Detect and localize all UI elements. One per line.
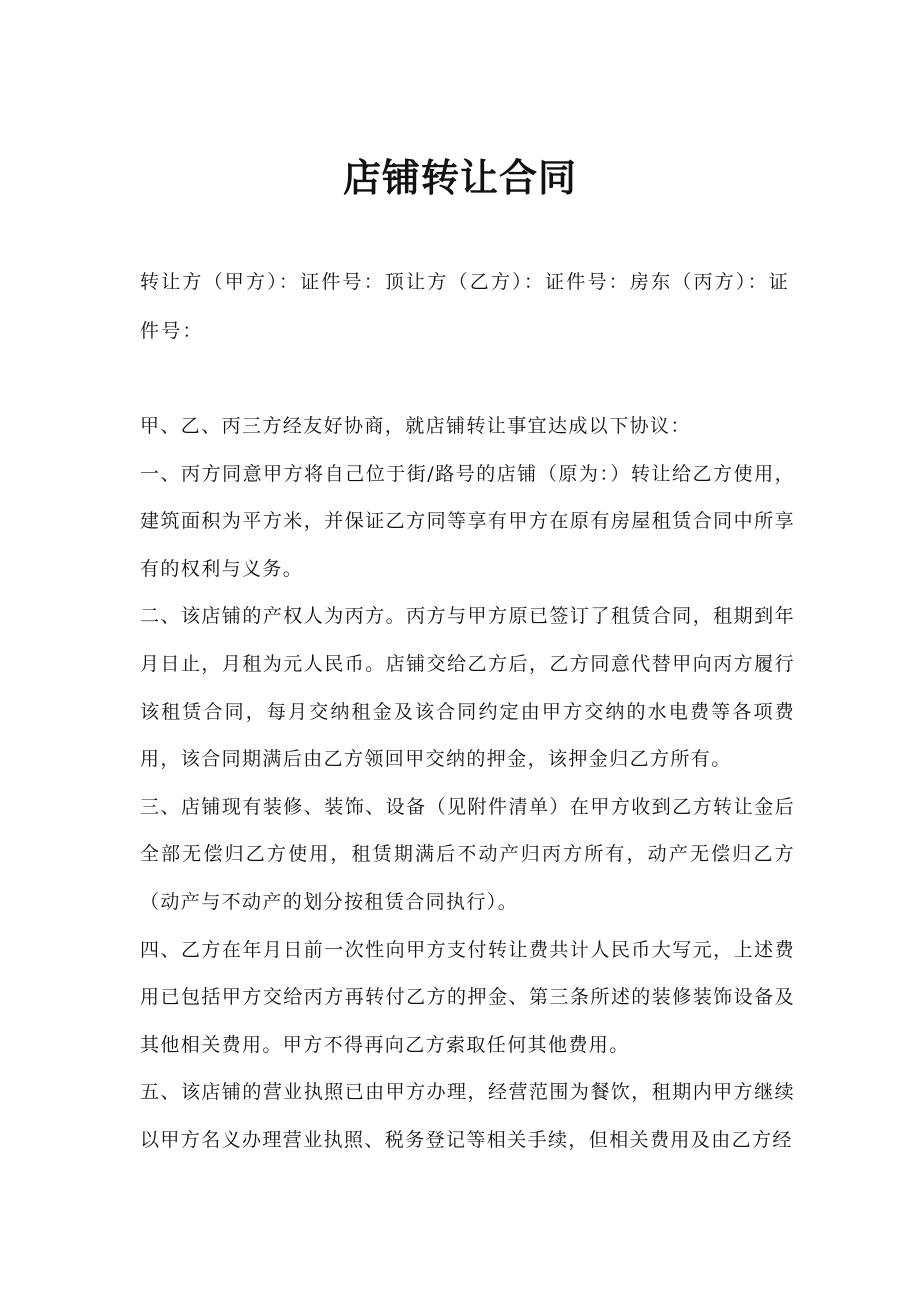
clause-1-paragraph: 一、丙方同意甲方将自己位于街/路号的店铺（原为：）转让给乙方使用，建筑面积为平方米，并保证乙方同等享有甲方在原有房屋租赁合同中所享有的权利与义务。 <box>140 462 795 580</box>
clause-2-paragraph: 二、该店铺的产权人为丙方。丙方与甲方原已签订了租赁合同，租期到年月日止，月租为元人民币。店铺交给乙方后，乙方同意代替甲向丙方履行该租赁合同，每月交纳租金及该合同约定由甲方交纳的水电费等各项费用，该合同期满后由乙方领回甲交纳的押金，该押金归乙方所有。 <box>140 605 795 771</box>
clause-4-paragraph: 四、乙方在年月日前一次性向甲方支付转让费共计人民币大写元，上述费用已包括甲方交给丙方再转付乙方的押金、第三条所述的装修装饰设备及其他相关费用。甲方不得再向乙方索取任何其他费用。 <box>140 938 795 1056</box>
clause-3-paragraph: 三、店铺现有装修、装饰、设备（见附件清单）在甲方收到乙方转让金后全部无偿归乙方使用，租赁期满后不动产归丙方所有，动产无偿归乙方（动产与不动产的划分按租赁合同执行）。 <box>140 795 795 913</box>
clause-5-paragraph: 五、该店铺的营业执照已由甲方办理，经营范围为餐饮，租期内甲方继续以甲方名义办理营业执照、税务登记等相关手续，但相关费用及由乙方经 <box>140 1081 795 1151</box>
document-title: 店铺转让合同 <box>342 156 577 200</box>
contract-body <box>140 403 795 1165</box>
intro-paragraph: 甲、乙、丙三方经友好协商，就店铺转让事宜达成以下协议： <box>140 415 691 437</box>
parties-line: 转让方（甲方）：证件号：顶让方（乙方）：证件号：房东（丙方）：证件号： <box>140 271 790 342</box>
